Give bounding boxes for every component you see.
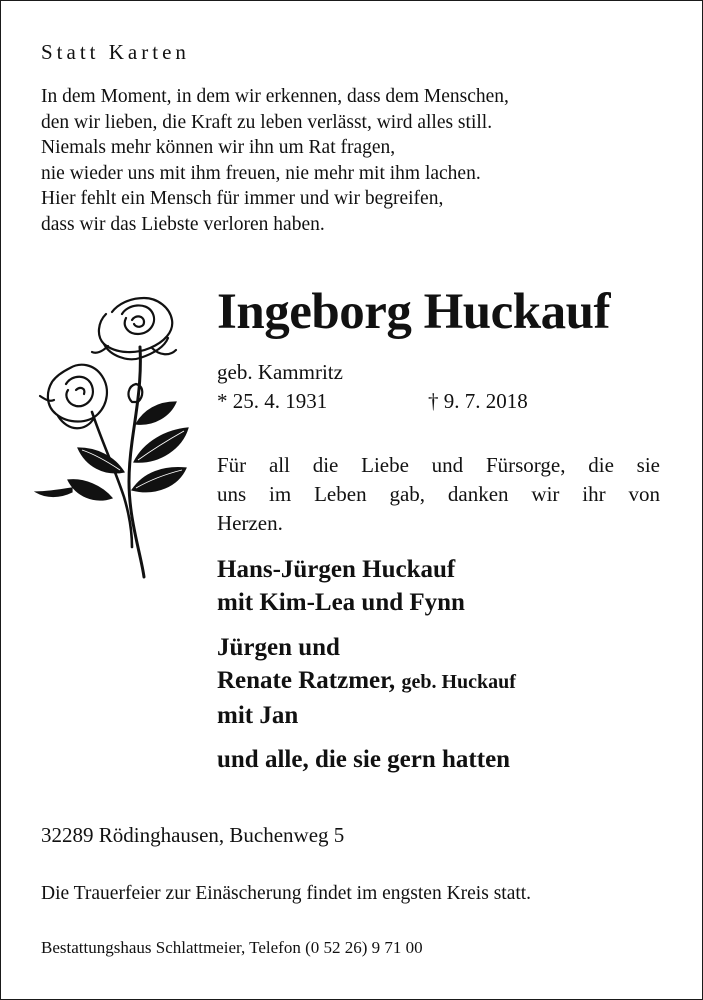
mourner-line: Jürgen und bbox=[217, 634, 340, 661]
poem-line: Niemals mehr können wir ihn um Rat fragen, bbox=[41, 137, 396, 159]
poem bbox=[41, 84, 509, 238]
birth-date: * 25. 4. 1931 bbox=[217, 389, 328, 413]
header-title: Statt Karten bbox=[41, 40, 190, 64]
mourner-birth-name: geb. Huckauf bbox=[401, 671, 516, 693]
deceased-name: Ingeborg Huckauf bbox=[217, 284, 610, 340]
poem-line: dass wir das Liebste verloren haben. bbox=[41, 213, 325, 235]
ceremony-note: Die Trauerfeier zur Einäscherung findet im engsten Kreis statt. bbox=[41, 883, 532, 904]
mourner-line: Hans-Jürgen Huckauf bbox=[217, 556, 456, 583]
thanks-line: Herzen. bbox=[217, 511, 283, 535]
funeral-home: Bestattungshaus Schlattmeier, Telefon (0 52 26) 9 71 00 bbox=[41, 938, 423, 957]
mourner-line bbox=[217, 664, 516, 699]
thanks-line: Für all die Liebe und Fürsorge, die sie bbox=[217, 453, 660, 477]
birth-name: geb. Kammritz bbox=[217, 360, 343, 384]
mourner-line: mit Jan bbox=[217, 702, 299, 729]
rose-icon bbox=[32, 292, 192, 582]
poem-line: Hier fehlt ein Mensch für immer und wir begreifen, bbox=[41, 188, 444, 210]
poem-line: den wir lieben, die Kraft zu leben verlässt, wird alles still. bbox=[41, 111, 493, 133]
mourner-group-2 bbox=[217, 631, 516, 732]
mourner-line: und alle, die sie gern hatten bbox=[217, 746, 511, 773]
poem-line: In dem Moment, in dem wir erkennen, dass dem Menschen, bbox=[41, 86, 509, 107]
poem-line: nie wieder uns mit ihm freuen, nie mehr mit ihm lachen. bbox=[41, 162, 481, 184]
mourner-group-3 bbox=[217, 743, 510, 776]
mourner-name: Renate Ratzmer, bbox=[217, 667, 396, 694]
mourner-line: mit Kim-Lea und Fynn bbox=[217, 589, 465, 616]
address: 32289 Rödinghausen, Buchenweg 5 bbox=[41, 823, 345, 847]
thanks-line: uns im Leben gab, danken wir ihr von bbox=[217, 482, 660, 506]
thanks-text bbox=[217, 451, 660, 538]
death-date: † 9. 7. 2018 bbox=[428, 389, 528, 413]
mourner-group-1 bbox=[217, 553, 465, 619]
